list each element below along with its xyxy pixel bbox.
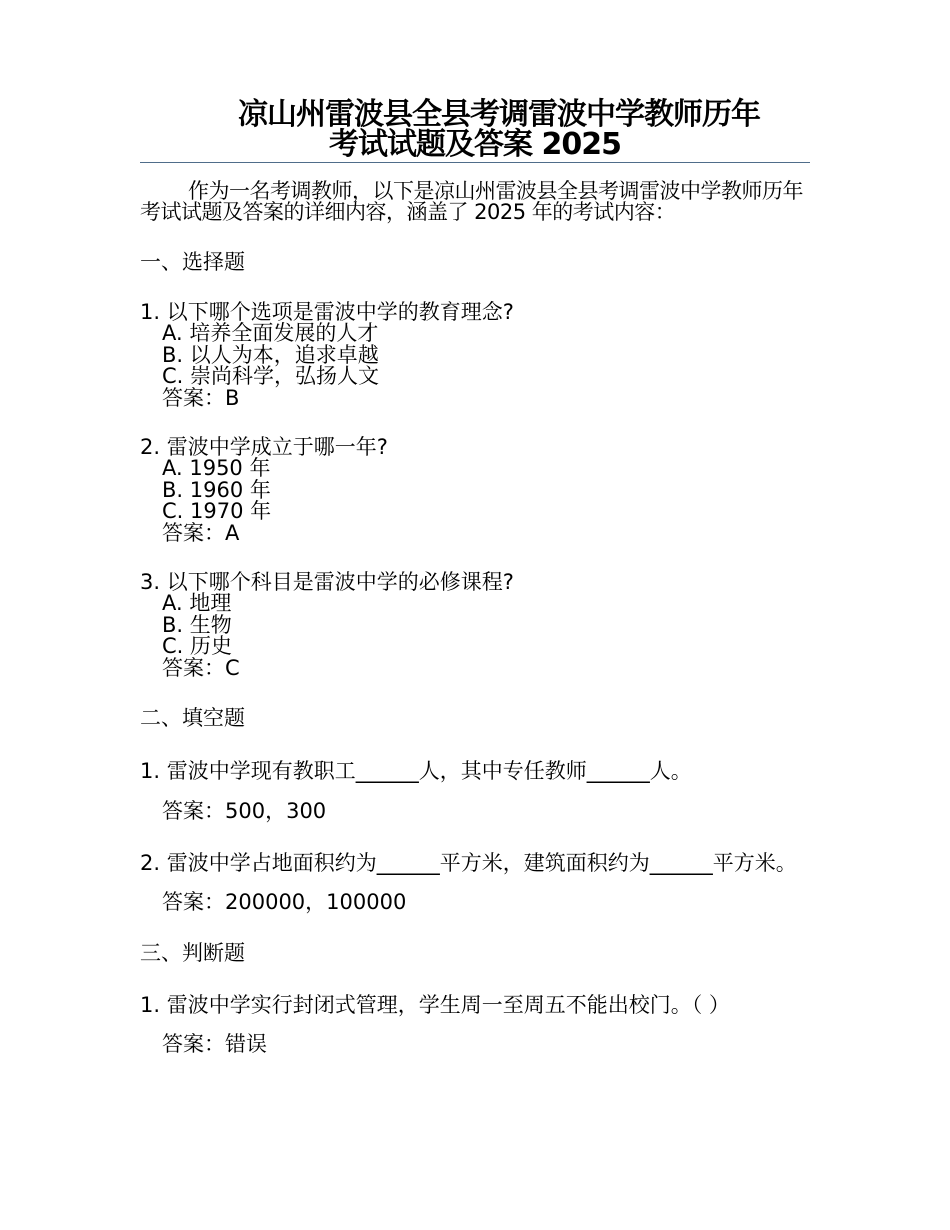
option-a: A. 地理 (162, 591, 232, 615)
choice-question-2 (140, 437, 810, 544)
option-b: B. 生物 (162, 612, 232, 637)
option-b: B. 1960 年 (162, 477, 271, 502)
title-line-1: 凉山州雷波县全县考调雷波中学教师历年 (238, 97, 760, 132)
title-line-2: 考试试题及答案 2025 (329, 127, 621, 162)
option-b: B. 以人为本，追求卓越 (162, 342, 379, 367)
document-title (140, 97, 810, 162)
option-c: C. 崇尚科学，弘扬人文 (162, 364, 380, 388)
choice-question-3 (140, 572, 810, 679)
judge-answer-1: 答案：错误 (162, 1032, 267, 1056)
title-divider (140, 162, 810, 163)
fill-question-1: 1. 雷波中学现有教职工______人，其中专任教师______人。 (140, 759, 692, 783)
fill-answer-2: 答案：200000，100000 (162, 890, 407, 914)
document-page (140, 0, 810, 1056)
answer: 答案：B (162, 385, 240, 410)
intro-paragraph: 作为一名考调教师，以下是凉山州雷波县全县考调雷波中学教师历年考试试题及答案的详细内容，涵盖了 2025 年的考试内容： (140, 179, 803, 224)
section-heading-choice: 一、选择题 (140, 250, 245, 274)
fill-answer-1: 答案：500，300 (162, 799, 327, 823)
option-c: C. 历史 (162, 634, 233, 658)
option-a: A. 培养全面发展的人才 (162, 321, 379, 345)
fill-question-2: 2. 雷波中学占地面积约为______平方米，建筑面积约为______平方米。 (140, 851, 797, 875)
option-a: A. 1950 年 (162, 456, 271, 480)
option-c: C. 1970 年 (162, 499, 272, 523)
answer: 答案：A (162, 520, 240, 545)
choice-question-1 (140, 302, 810, 409)
section-heading-fill: 二、填空题 (140, 706, 245, 730)
question-text: 2. 雷波中学成立于哪一年? (140, 435, 388, 459)
judge-question-1: 1. 雷波中学实行封闭式管理，学生周一至周五不能出校门。（ ） (140, 993, 730, 1017)
section-heading-judge: 三、判断题 (140, 941, 245, 965)
answer: 答案：C (162, 655, 240, 680)
question-text: 3. 以下哪个科目是雷波中学的必修课程? (140, 570, 514, 594)
question-text: 1. 以下哪个选项是雷波中学的教育理念? (140, 300, 514, 324)
